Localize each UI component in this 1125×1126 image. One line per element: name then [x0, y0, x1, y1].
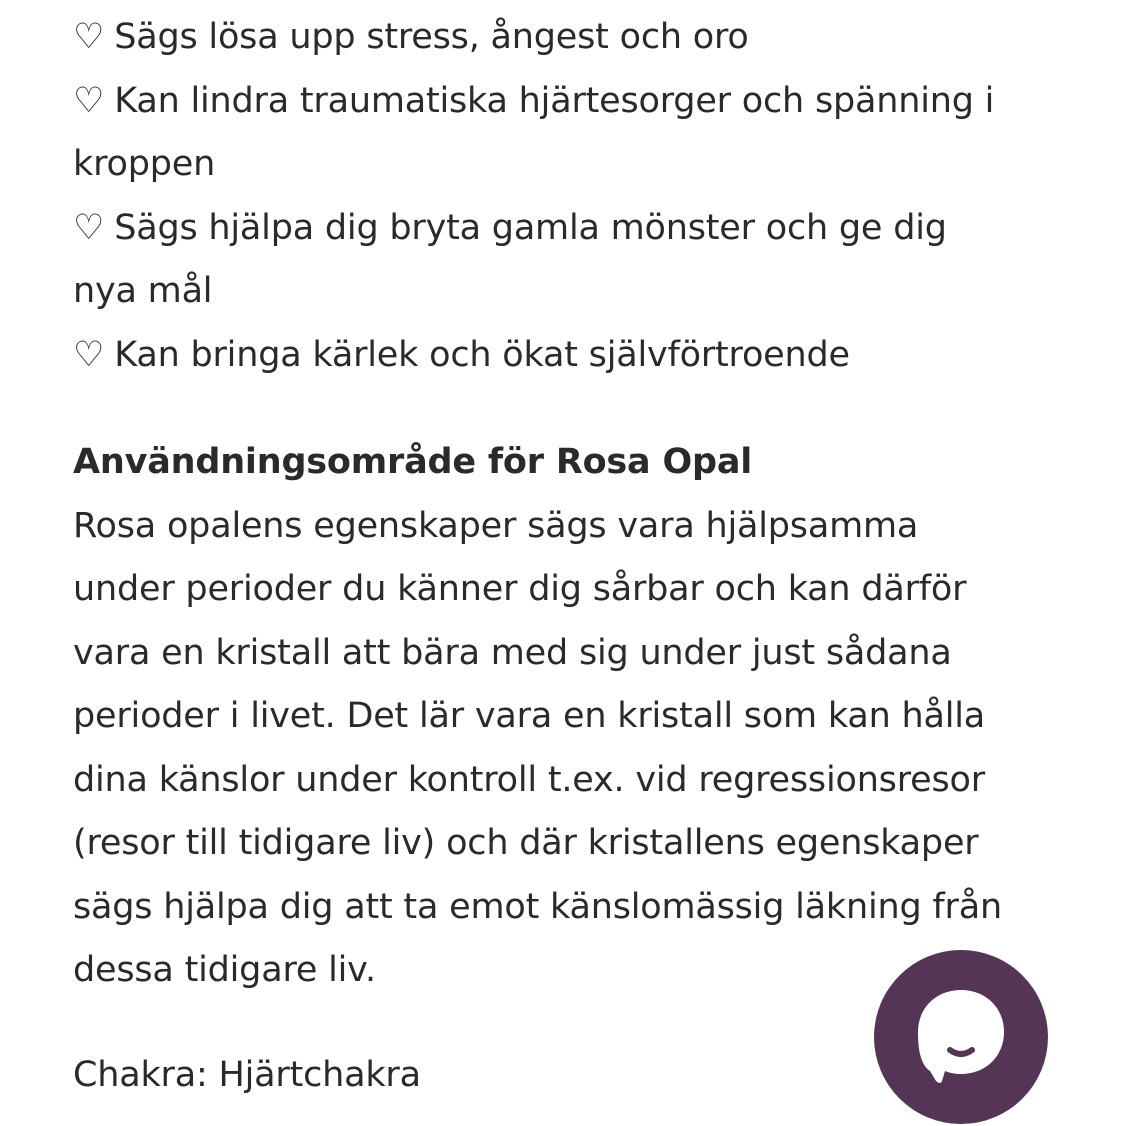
paragraph-line: Rosa opalens egenskaper sägs vara hjälpsamma [73, 505, 919, 546]
chat-bubble-icon [874, 950, 1048, 1124]
list-item-text: Kan lindra traumatiska hjärtesorger och spänning i [114, 80, 995, 121]
paragraph-line: under perioder du känner dig sårbar och kan därför [73, 569, 967, 609]
list-item-text: Sägs hjälpa dig bryta gamla mönster och ge dig [114, 207, 947, 248]
list-item [73, 6, 1063, 70]
list-item [73, 70, 1063, 197]
list-item-text: Kan bringa kärlek och ökat självförtroende [114, 334, 850, 375]
chat-button[interactable] [874, 950, 1048, 1124]
usage-section [73, 431, 1063, 1003]
list-item [73, 324, 1063, 388]
list-item-text: Sägs lösa upp stress, ångest och oro [114, 17, 749, 57]
paragraph-line: dessa tidigare liv. [73, 950, 376, 990]
paragraph-line: vara en kristall att bära med sig under just sådana [73, 632, 952, 673]
paragraph-line: sägs hjälpa dig att ta emot känslomässig läkning från [73, 886, 1002, 927]
list-item-text: kroppen [73, 144, 216, 184]
paragraph-line: dina känslor under kontroll t.ex. vid regressionsresor [73, 759, 985, 800]
heart-icon: ♡ [73, 17, 105, 57]
heart-icon: ♡ [73, 207, 105, 248]
section-heading: Användningsområde för Rosa Opal [73, 442, 753, 482]
paragraph-line: (resor till tidigare liv) och där kristallens egenskaper [73, 823, 979, 863]
list-item-text: nya mål [73, 271, 213, 311]
list-item [73, 197, 1063, 324]
chakra-text: Chakra: Hjärtchakra [73, 1055, 421, 1095]
benefits-list [73, 6, 1063, 387]
heart-icon: ♡ [73, 80, 105, 121]
heart-icon: ♡ [73, 334, 105, 375]
paragraph-line: perioder i livet. Det lär vara en kristall som kan hålla [73, 696, 986, 736]
